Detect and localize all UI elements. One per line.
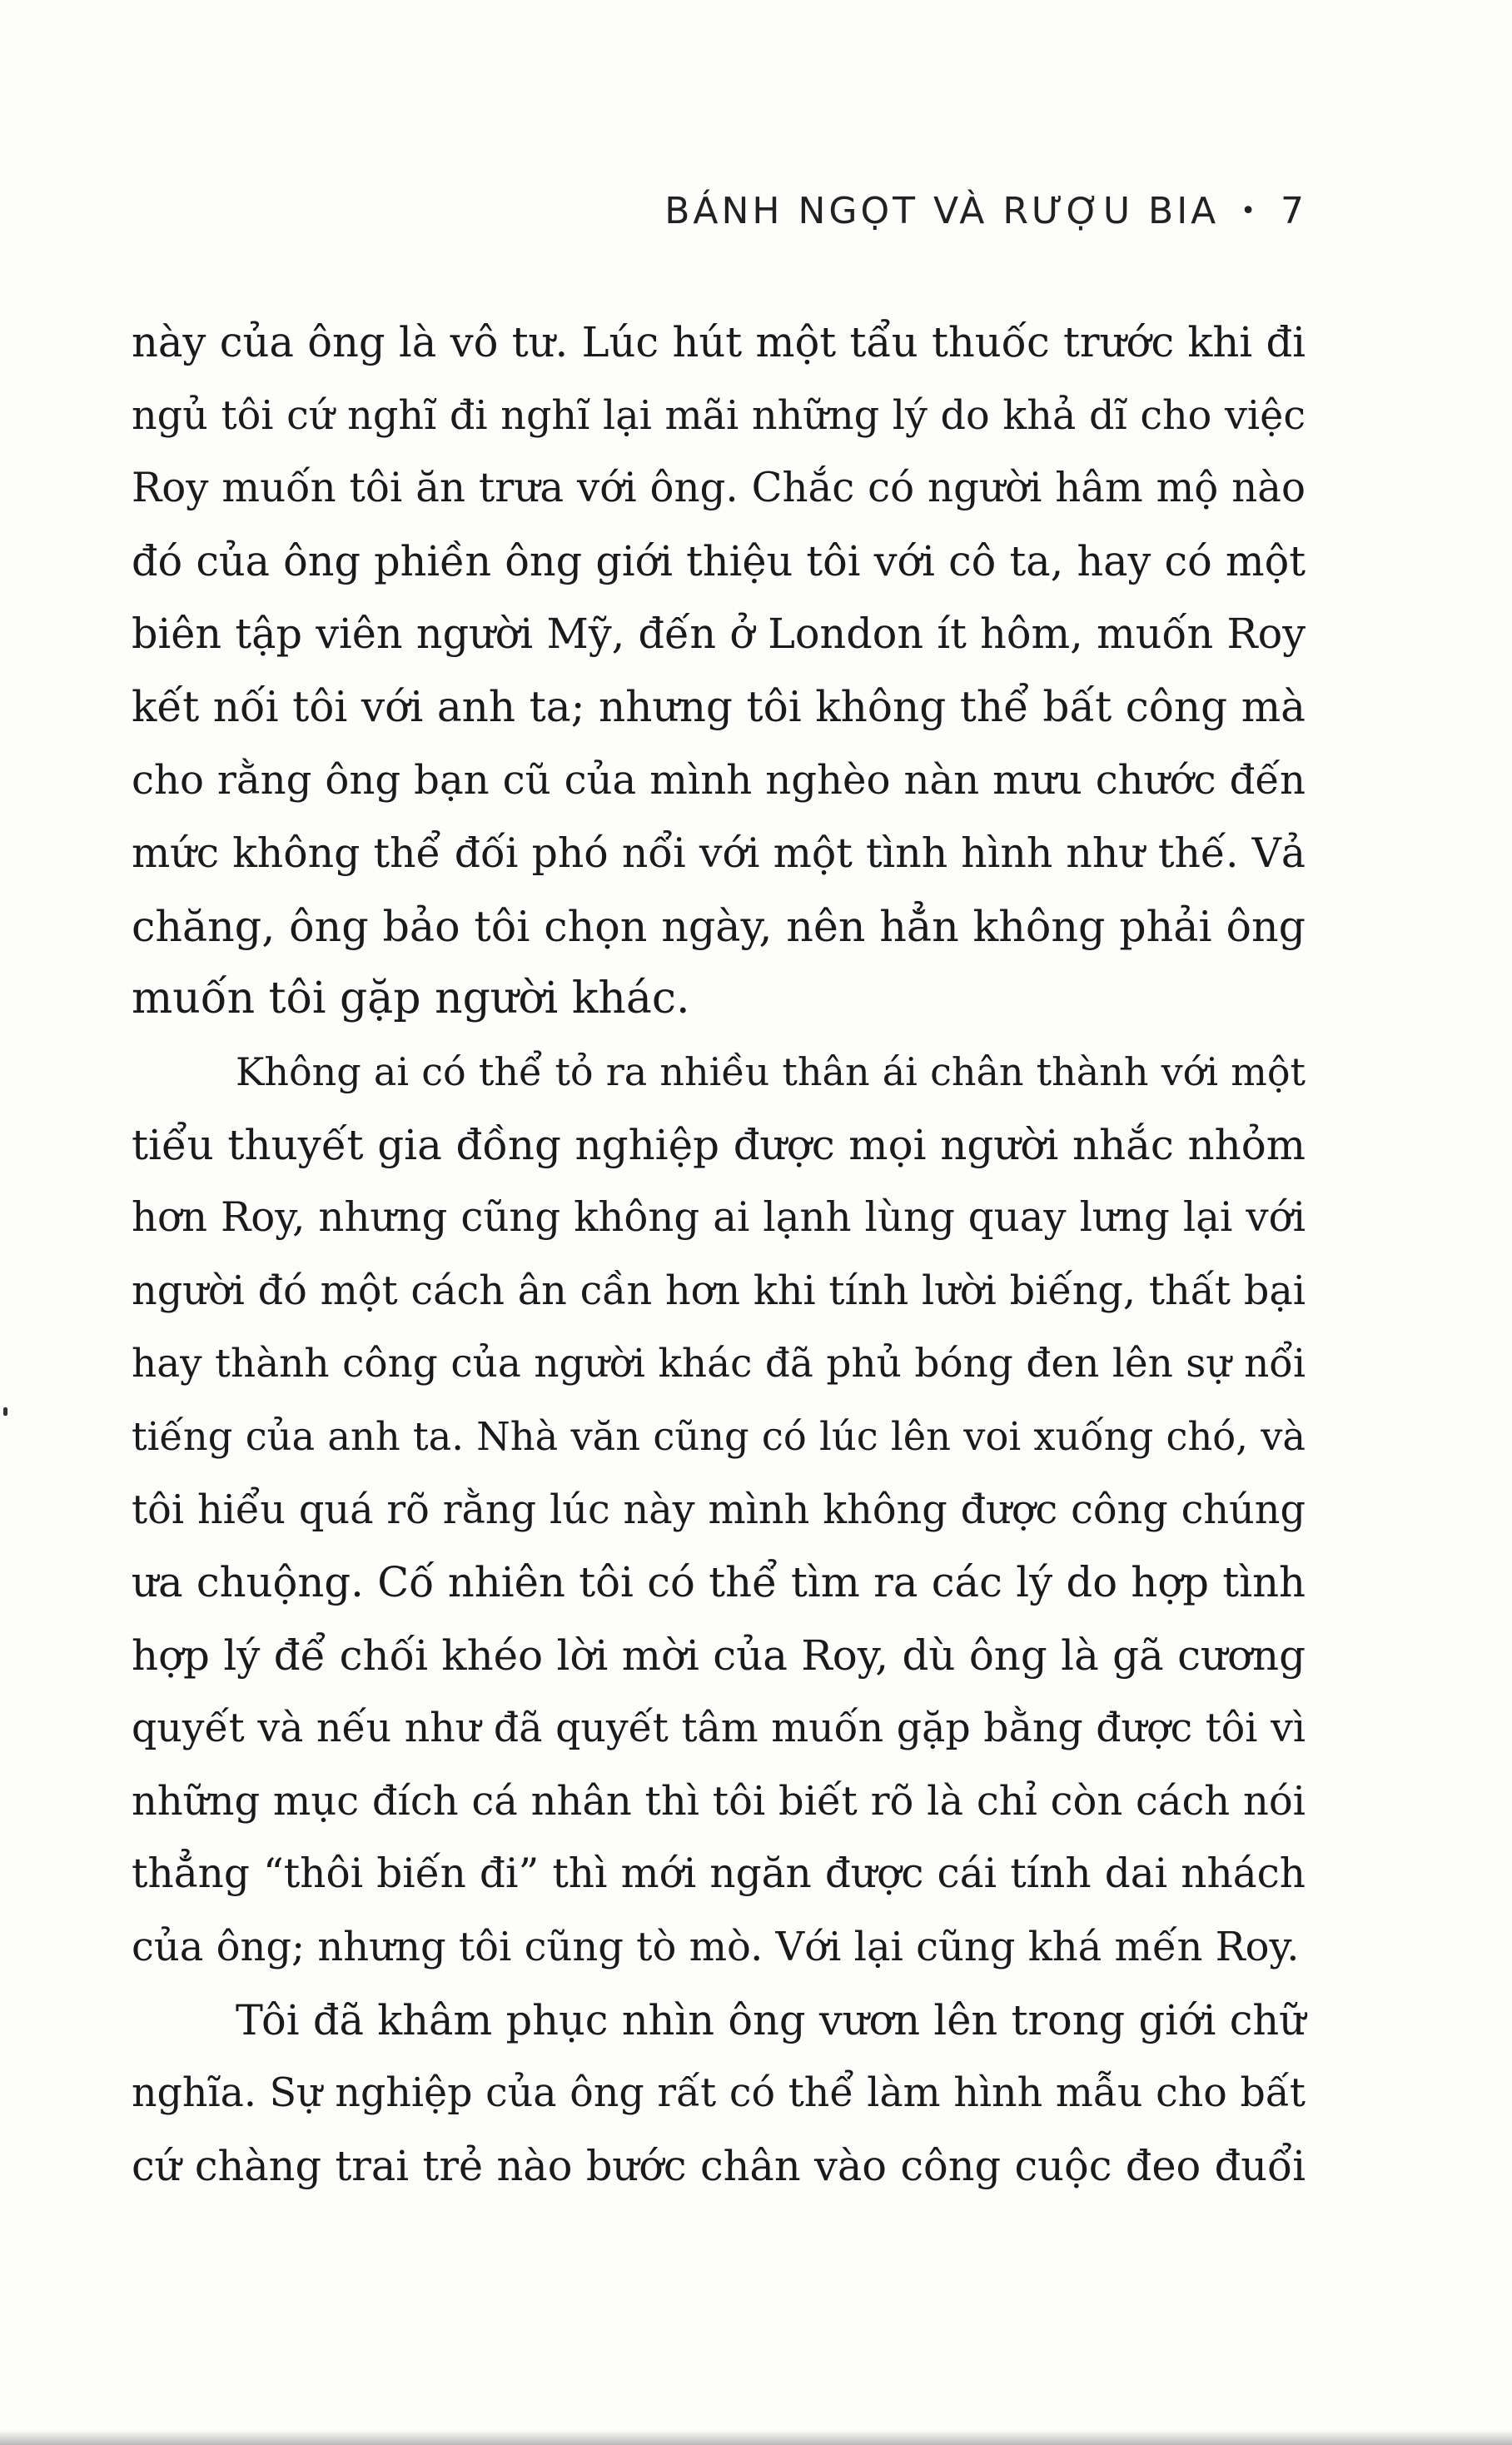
header-separator: • — [1241, 197, 1259, 226]
text-line: những mục đích cá nhân thì tôi biết rõ là chỉ còn cách nói — [132, 1778, 1306, 1825]
text-line: nghĩa. Sự nghiệp của ông rất có thể làm hình mẫu cho bất — [132, 2070, 1306, 2117]
text-line: kết nối tôi với anh ta; nhưng tôi không thể bất công mà — [132, 682, 1306, 731]
text-line: này của ông là vô tư. Lúc hút một tẩu thuốc trước khi đi — [132, 318, 1306, 366]
text-line: Roy muốn tôi ăn trưa với ông. Chắc có người hâm mộ nào — [132, 465, 1306, 512]
text-line: tôi hiểu quá rõ rằng lúc này mình không được công chúng — [132, 1486, 1306, 1533]
text-line: cứ chàng trai trẻ nào bước chân vào công cuộc đeo đuổi — [132, 2141, 1306, 2190]
text-line: tiểu thuyết gia đồng nghiệp được mọi người nhắc nhỏm — [132, 1120, 1306, 1169]
text-line: thẳng “thôi biến đi” thì mới ngăn được cái tính dai nhách — [132, 1850, 1306, 1898]
text-line: hay thành công của người khác đã phủ bóng đen lên sự nổi — [132, 1341, 1306, 1387]
text-line: của ông; nhưng tôi cũng tò mò. Với lại cũng khá mến Roy. — [132, 1924, 1300, 1971]
running-header — [664, 190, 1307, 232]
text-line: hơn Roy, nhưng cũng không ai lạnh lùng quay lưng lại với — [132, 1194, 1306, 1242]
text-line: hợp lý để chối khéo lời mời của Roy, dù ông là gã cương — [132, 1631, 1306, 1680]
paragraph-start-line: Không ai có thể tỏ ra nhiều thân ái chân thành với một — [236, 1048, 1306, 1094]
page-bottom-shadow — [0, 2430, 1512, 2445]
text-line: quyết và nếu như đã quyết tâm muốn gặp bằng được tôi vì — [132, 1706, 1306, 1752]
text-line: người đó một cách ân cần hơn khi tính lười biếng, thất bại — [132, 1267, 1306, 1314]
text-line: biên tập viên người Mỹ, đến ở London ít hôm, muốn Roy — [132, 610, 1306, 659]
text-line: đó của ông phiền ông giới thiệu tôi với cô ta, hay có một — [132, 536, 1306, 585]
text-line: ưa chuộng. Cố nhiên tôi có thể tìm ra các lý do hợp tình — [132, 1558, 1306, 1607]
text-line: mức không thể đối phó nổi với một tình hình như thế. Vả — [132, 829, 1306, 878]
paragraph-start-line: Tôi đã khâm phục nhìn ông vươn lên trong giới chữ — [236, 1995, 1306, 2044]
page-number: 7 — [1281, 190, 1307, 232]
text-line: cho rằng ông bạn cũ của mình nghèo nàn mưu chước đến — [132, 756, 1306, 804]
scan-mark — [3, 1407, 7, 1416]
book-title: BÁNH NGỌT VÀ RƯỢU BIA — [664, 190, 1220, 232]
text-line: chăng, ông bảo tôi chọn ngày, nên hẳn không phải ông — [132, 901, 1306, 951]
text-line: tiếng của anh ta. Nhà văn cũng có lúc lên voi xuống chó, và — [132, 1413, 1306, 1459]
text-line: muốn tôi gặp người khác. — [132, 974, 690, 1024]
body-text — [132, 306, 1306, 2203]
text-line: ngủ tôi cứ nghĩ đi nghĩ lại mãi những lý do khả dĩ cho việc — [132, 392, 1306, 439]
